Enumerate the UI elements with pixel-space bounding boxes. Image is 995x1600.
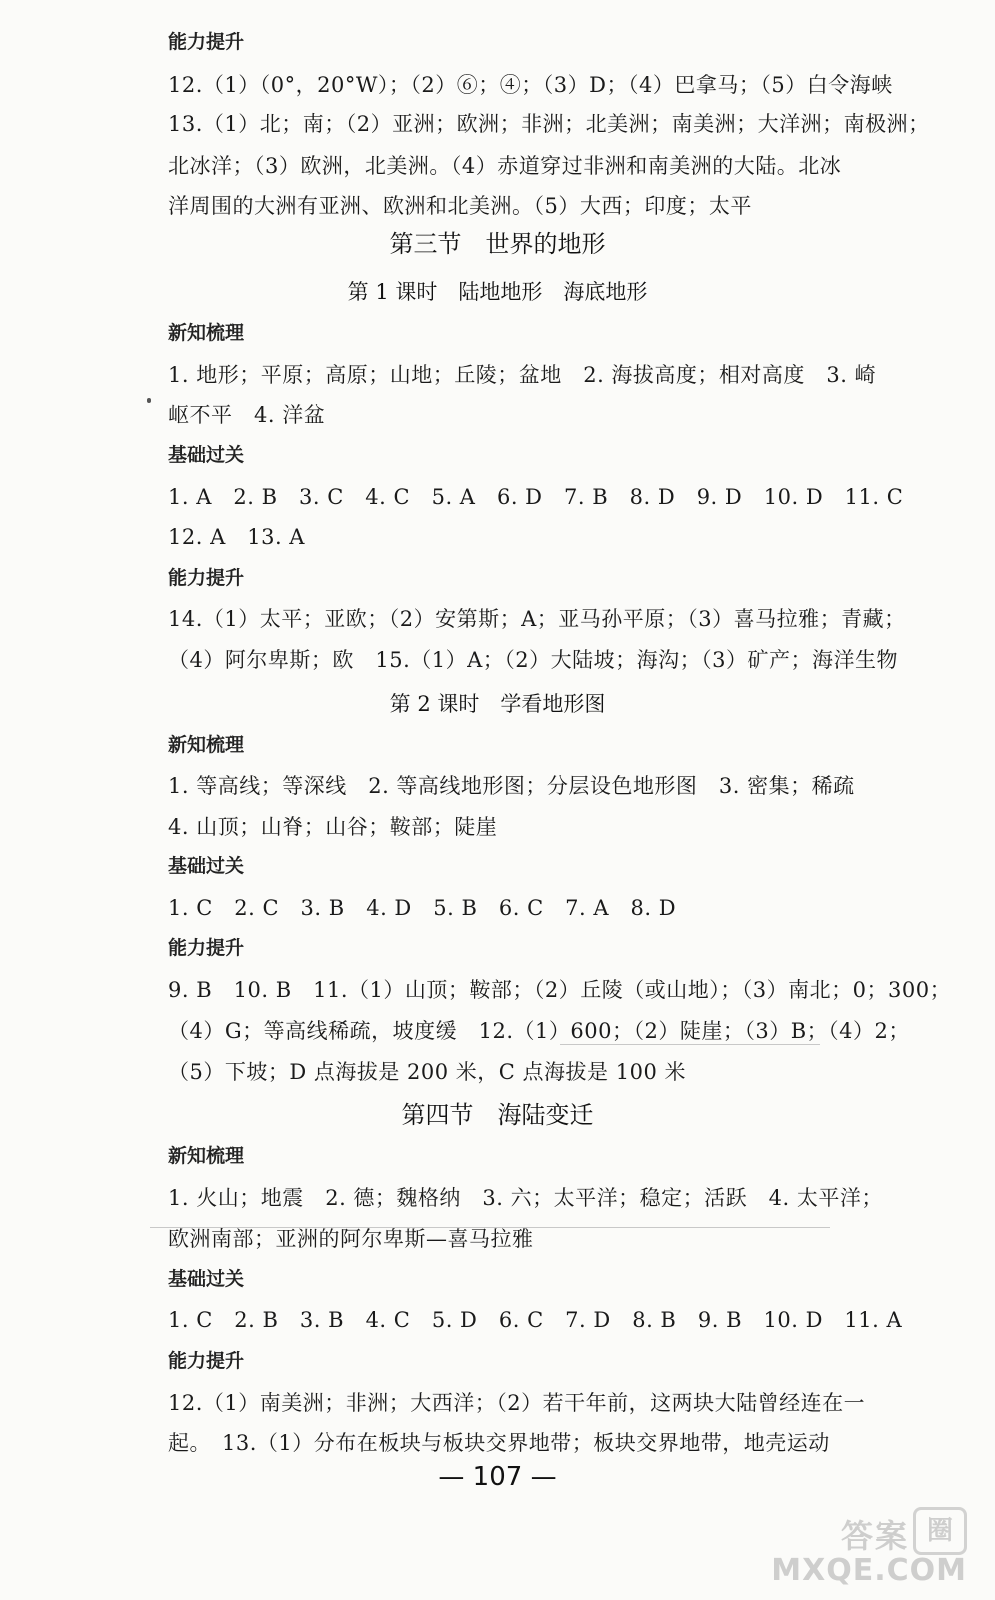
answer-line: 1. 等高线；等深线 2. 等高线地形图；分层设色地形图 3. 密集；稀疏 xyxy=(168,774,855,798)
section-label: 能力提升 xyxy=(168,1350,245,1372)
answer-line: 1. C 2. C 3. B 4. D 5. B 6. C 7. A 8. D xyxy=(168,896,677,920)
answer-line: 1. 火山；地震 2. 德；魏格纳 3. 六；太平洋；稳定；活跃 4. 太平洋； xyxy=(168,1186,883,1210)
answer-line: （4）阿尔卑斯；欧 15.（1）A；（2）大陆坡；海沟；（3）矿产；海洋生物 xyxy=(168,648,899,672)
answer-line: 12.（1）南美洲；非洲；大西洋；（2）若干年前，这两块大陆曾经连在一 xyxy=(168,1391,866,1415)
site-watermark xyxy=(771,1505,975,1590)
answer-line: 13.（1）北；南；（2）亚洲；欧洲；非洲；北美洲；南美洲；大洋洲；南极洲； xyxy=(168,112,930,136)
answer-line: 欧洲南部；亚洲的阿尔卑斯—喜马拉雅 xyxy=(168,1227,534,1251)
section-label: 能力提升 xyxy=(168,31,245,53)
section-heading: 第四节 海陆变迁 xyxy=(401,1101,594,1129)
section-label: 新知梳理 xyxy=(168,322,245,344)
answer-line: 12. A 13. A xyxy=(168,525,305,549)
print-speck xyxy=(147,398,151,403)
answer-line: 12.（1）（0°，20°W）；（2）⑥；④；（3）D；（4）巴拿马；（5）白令海峡 xyxy=(168,73,893,97)
scan-rule xyxy=(560,1044,820,1045)
answer-line: 4. 山顶；山脊；山谷；鞍部；陡崖 xyxy=(168,815,498,839)
answer-line: 岖不平 4. 洋盆 xyxy=(168,403,326,427)
section-heading: 第三节 世界的地形 xyxy=(389,230,606,258)
answer-line: 1. C 2. B 3. B 4. C 5. D 6. C 7. D 8. B 9. B 10. D 11. A xyxy=(168,1308,903,1332)
section-label: 新知梳理 xyxy=(168,734,245,756)
page-number: — 107 — xyxy=(438,1462,557,1492)
watermark-mark: 答案 xyxy=(840,1517,909,1555)
answer-line: （5）下坡；D 点海拔是 200 米，C 点海拔是 100 米 xyxy=(168,1060,686,1084)
section-label: 能力提升 xyxy=(168,937,245,959)
section-label: 基础过关 xyxy=(168,1268,245,1290)
lesson-heading: 第 2 课时 学看地形图 xyxy=(389,692,606,716)
answer-line: 9. B 10. B 11.（1）山顶；鞍部；（2）丘陵（或山地）；（3）南北；0；300； xyxy=(168,978,952,1002)
answer-line: 北冰洋；（3）欧洲，北美洲。（4）赤道穿过非洲和南美洲的大陆。北冰 xyxy=(168,154,842,178)
answer-line: （4）G；等高线稀疏，坡度缓 12.（1）600；（2）陡崖；（3）B；（4）2； xyxy=(168,1019,910,1043)
watermark-site: MXQE.COM xyxy=(771,1553,967,1588)
answer-line: 14.（1）太平；亚欧；（2）安第斯；A；亚马孙平原；（3）喜马拉雅；青藏； xyxy=(168,607,906,631)
answer-line: 1. 地形；平原；高原；山地；丘陵；盆地 2. 海拔高度；相对高度 3. 崎 xyxy=(168,363,877,387)
lesson-heading: 第 1 课时 陆地地形 海底地形 xyxy=(347,280,648,304)
answer-line: 洋周围的大洲有亚洲、欧洲和北美洲。（5）大西；印度；太平 xyxy=(168,194,752,218)
section-label: 基础过关 xyxy=(168,444,245,466)
section-label: 基础过关 xyxy=(168,855,245,877)
watermark-badge-icon: 圈 xyxy=(913,1507,967,1555)
section-label: 新知梳理 xyxy=(168,1145,245,1167)
section-label: 能力提升 xyxy=(168,567,245,589)
answer-line: 1. A 2. B 3. C 4. C 5. A 6. D 7. B 8. D 9. D 10. D 11. C xyxy=(168,485,904,509)
answer-line: 起。 13.（1）分布在板块与板块交界地带；板块交界地带，地壳运动 xyxy=(168,1431,830,1455)
